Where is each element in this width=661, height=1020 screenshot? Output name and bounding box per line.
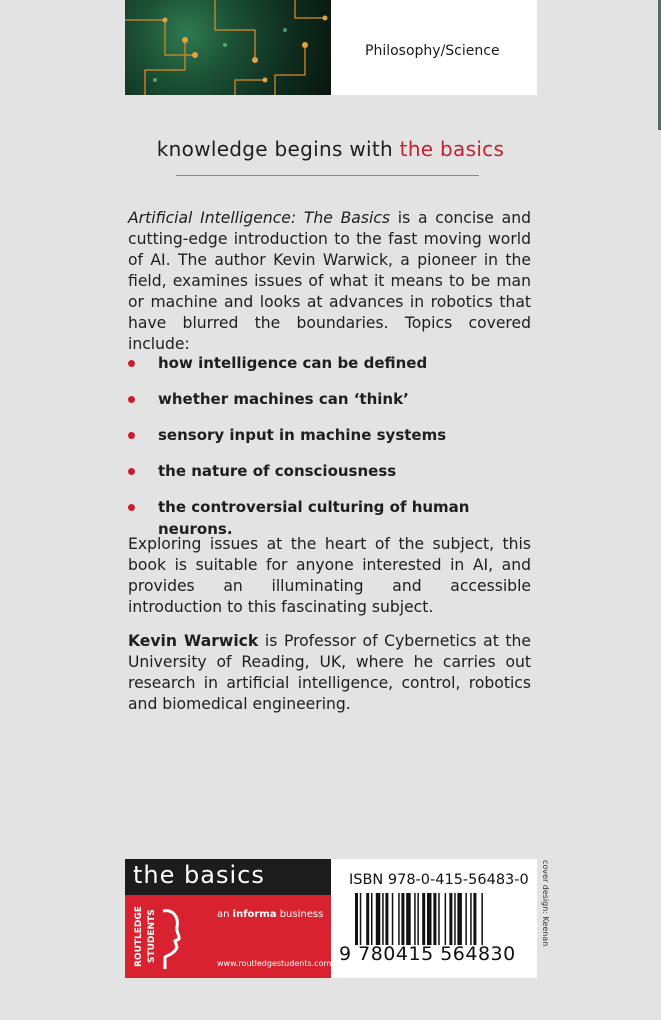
intro-text: is a concise and cutting-edge introduction to the fast moving world of AI. The author Kevin Warwick, a pioneer in the field, examines issues of what it means to be man or machine and looks at advances in robotics that have blurred the boundaries. Topics covered include:	[128, 209, 531, 353]
routledge-logo	[133, 899, 183, 974]
list-item	[128, 424, 548, 460]
bullet-icon	[128, 504, 135, 511]
informa-suffix: business	[276, 909, 324, 920]
bullet-icon	[128, 468, 135, 475]
cover-credit: cover design: Keenan	[541, 860, 550, 947]
book-title: Artificial Intelligence: The Basics	[128, 209, 391, 227]
cover-circuit-image	[125, 0, 331, 95]
author-name: Kevin Warwick	[128, 632, 259, 650]
topic-label: whether machines can ‘think’	[158, 390, 409, 408]
list-item	[128, 388, 548, 424]
explore-paragraph: Exploring issues at the heart of the subject, this book is suitable for anyone interested in AI, and provides an illuminating and accessible introduction to this fascinating subject.	[128, 535, 531, 616]
series-tagline	[0, 137, 661, 161]
publisher-band	[125, 895, 331, 978]
intro-paragraph	[128, 208, 531, 355]
publisher-url: www.routledgestudents.com	[217, 959, 332, 968]
informa-bold: informa	[232, 909, 277, 920]
topic-label: the nature of consciousness	[158, 462, 397, 480]
informa-prefix: an	[217, 909, 233, 920]
author-bio: is Professor of Cybernetics at the University of Reading, UK, where he carries out research in artificial intelligence, control, robotics and biomedical engineering.	[128, 632, 531, 713]
topics-list	[128, 352, 548, 538]
bullet-icon	[128, 396, 135, 403]
tagline-prefix: knowledge begins with	[156, 137, 400, 161]
series-name: the basics	[125, 859, 331, 895]
tagline-accent: the basics	[399, 137, 505, 161]
divider	[176, 175, 479, 176]
logo-text: ROUTLEDGE STUDENTS	[134, 906, 157, 967]
topic-label: the controversial culturing of human neurons.	[158, 498, 470, 538]
category-box	[331, 0, 537, 95]
list-item	[128, 496, 548, 538]
category-label: Philosophy/Science	[365, 43, 500, 59]
series-publisher-block	[125, 859, 331, 978]
list-item	[128, 460, 548, 496]
isbn-label: ISBN 978-0-415-56483-0	[349, 872, 529, 888]
topic-label: how intelligence can be defined	[158, 354, 428, 372]
informa-line	[217, 909, 323, 920]
barcode-icon	[355, 893, 521, 945]
bullet-icon	[128, 360, 135, 367]
bullet-icon	[128, 432, 135, 439]
list-item	[128, 352, 548, 388]
author-paragraph	[128, 631, 531, 715]
barcode-digits: 9 780415 564830	[339, 943, 516, 965]
topic-label: sensory input in machine systems	[158, 426, 447, 444]
barcode-box	[331, 859, 537, 978]
